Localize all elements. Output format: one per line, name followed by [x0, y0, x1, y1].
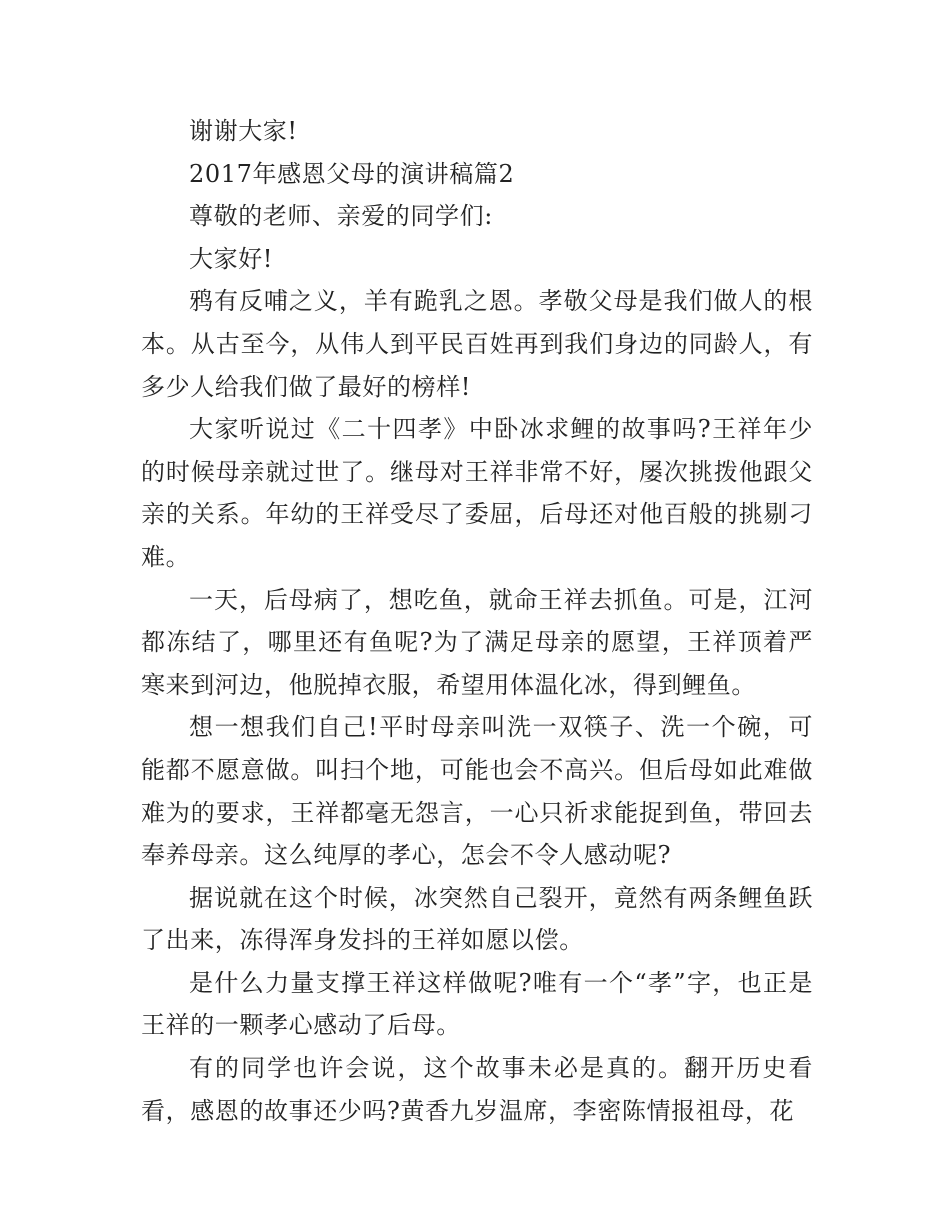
paragraph-body: 一天，后母病了，想吃鱼，就命王祥去抓鱼。可是，江河都冻结了，哪里还有鱼呢?为了满足母亲的愿望，王祥顶着严寒来到河边，他脱掉衣服，希望用体温化冰，得到鲤鱼。: [141, 585, 813, 699]
document-body: [141, 110, 813, 1132]
paragraph-speech-title: 2017年感恩父母的演讲稿篇2: [189, 159, 515, 188]
paragraph-body: 想一想我们自己!平时母亲叫洗一双筷子、洗一个碗，可能都不愿意做。叫扫个地，可能也会不高兴。但后母如此难做难为的要求，王祥都毫无怨言，一心只祈求能捉到鱼，带回去奉养母亲。这么纯厚的孝心，怎会不令人感动呢?: [141, 713, 813, 870]
paragraph-greeting: 大家好!: [189, 244, 274, 273]
paragraph-salutation: 尊敬的老师、亲爱的同学们:: [189, 202, 493, 231]
paragraph-thanks: 谢谢大家!: [189, 117, 298, 145]
paragraph-body: 据说就在这个时候，冰突然自己裂开，竟然有两条鲤鱼跃了出来，冻得浑身发抖的王祥如愿以偿。: [141, 883, 813, 955]
paragraph-body: 大家听说过《二十四孝》中卧冰求鲤的故事吗?王祥年少的时候母亲就过世了。继母对王祥非常不好，屡次挑拨他跟父亲的关系。年幼的王祥受尽了委屈，后母还对他百般的挑剔刁难。: [141, 415, 813, 571]
paragraph-body: 是什么力量支撑王祥这样做呢?唯有一个“孝”字，也正是王祥的一颗孝心感动了后母。: [141, 968, 813, 1040]
paragraph-body: 有的同学也许会说，这个故事未必是真的。翻开历史看看，感恩的故事还少吗?黄香九岁温席，李密陈情报祖母，花: [141, 1054, 813, 1125]
paragraph-body: 鸦有反哺之义，羊有跪乳之恩。孝敬父母是我们做人的根本。从古至今，从伟人到平民百姓再到我们身边的同龄人，有多少人给我们做了最好的榜样!: [141, 287, 813, 401]
